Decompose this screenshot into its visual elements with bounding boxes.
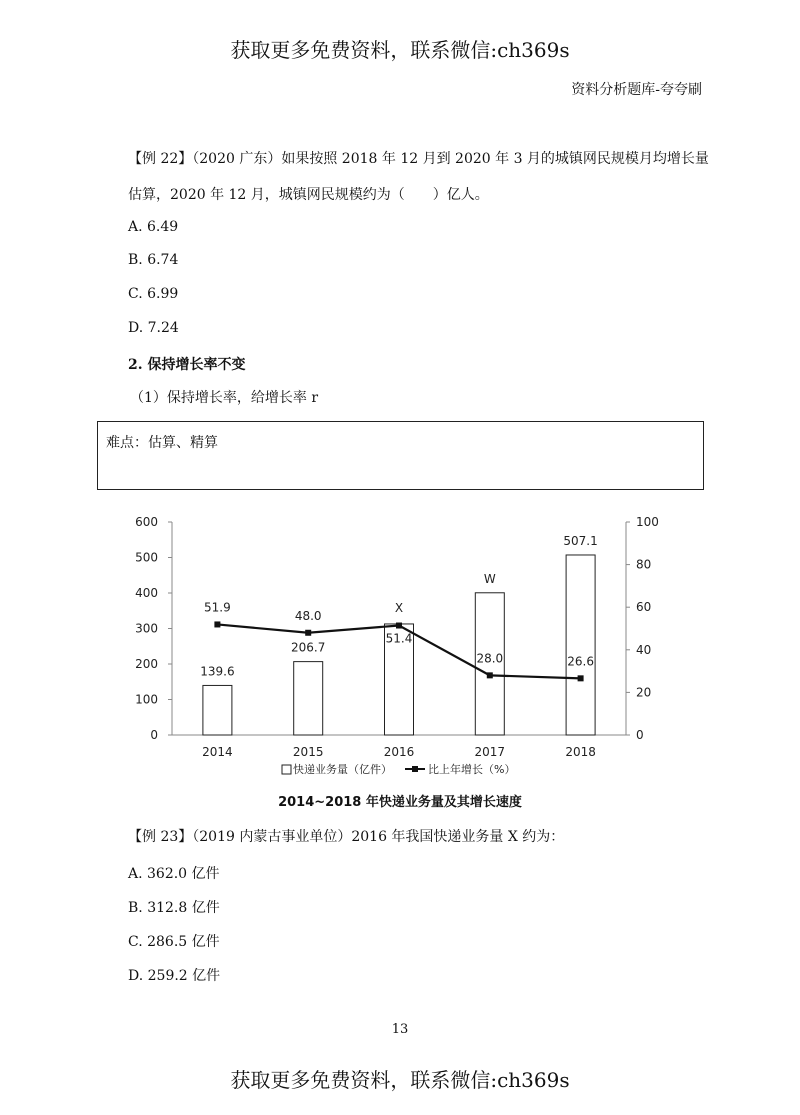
q22-line1: 【例 22】（2020 广东）如果按照 2018 年 12 月到 2020 年 3 月的城镇网民规模月均增长量 [128,151,709,167]
q23-option-a: A. 362.0 亿件 [128,866,220,882]
bar [294,662,323,735]
q22-option-a: A. 6.49 [128,219,179,235]
legend-line-label: 比上年增长（%） [428,763,516,776]
x-tick-label: 2018 [565,745,596,759]
bar-data-label: 139.6 [200,664,235,679]
right-tick-label: 60 [636,600,652,615]
x-tick-label: 2017 [474,745,506,759]
q23-option-d: D. 259.2 亿件 [128,968,221,984]
bottom-banner: 获取更多免费资料，联系微信:ch369s [230,1068,570,1092]
right-tick-label: 100 [636,515,659,529]
q22-option-c: C. 6.99 [128,286,179,302]
bar-data-label: 507.1 [563,533,598,548]
growth-point [578,675,584,681]
legend-bar-label: 快递业务量（亿件） [293,763,392,776]
x-tick-label: 2015 [292,745,324,759]
line-data-label: 26.6 [567,654,594,669]
legend-line-marker [412,766,418,772]
header-title: 资料分析题库-夸夸刷 [571,82,702,98]
growth-point [305,630,311,636]
q23-option-c: C. 286.5 亿件 [128,934,220,950]
bar-data-label: W [483,571,496,586]
line-data-label: 48.0 [294,608,322,623]
left-tick-label: 300 [135,621,158,636]
chart-title: 2014~2018 年快递业务量及其增长速度 [278,795,522,810]
left-tick-label: 400 [135,586,158,600]
bar-data-label: 206.7 [291,640,326,655]
q23-line1: 【例 23】（2019 内蒙古事业单位）2016 年我国快递业务量 X 约为： [128,829,565,845]
bar [203,685,232,735]
q22-line2: 估算，2020 年 12 月，城镇网民规模约为（ ）亿人。 [128,187,489,203]
line-data-label: 51.4 [385,631,413,646]
q22-option-b: B. 6.74 [128,252,179,268]
line-data-label: 51.9 [204,600,231,615]
q23-option-b: B. 312.8 亿件 [128,900,220,916]
x-tick-label: 2016 [383,745,415,759]
right-tick-label: 80 [636,557,652,572]
page-number: 13 [391,1022,409,1037]
top-banner: 获取更多免费资料，联系微信:ch369s [230,38,570,62]
q22-option-d: D. 7.24 [128,320,179,336]
left-tick-label: 600 [135,515,158,529]
subsection-title: （1）保持增长率，给增长率 r [130,390,319,406]
bar [566,555,595,735]
note-text: 难点：估算、精算 [106,435,218,451]
left-tick-label: 0 [150,728,158,742]
section-title: 2. 保持增长率不变 [128,357,246,373]
growth-point [214,621,220,627]
right-tick-label: 0 [636,728,644,742]
line-data-label: 28.0 [476,651,504,666]
right-tick-label: 20 [636,685,652,700]
left-tick-label: 200 [135,657,158,671]
left-tick-label: 500 [135,550,158,565]
note-box [97,421,704,490]
right-tick-label: 40 [636,642,652,657]
x-tick-label: 2014 [202,745,233,759]
legend-bar-swatch [282,765,291,774]
growth-point [487,672,493,678]
left-tick-label: 100 [135,692,158,707]
growth-point [396,623,402,629]
express-chart [100,508,700,788]
bar-data-label: X [394,600,404,615]
